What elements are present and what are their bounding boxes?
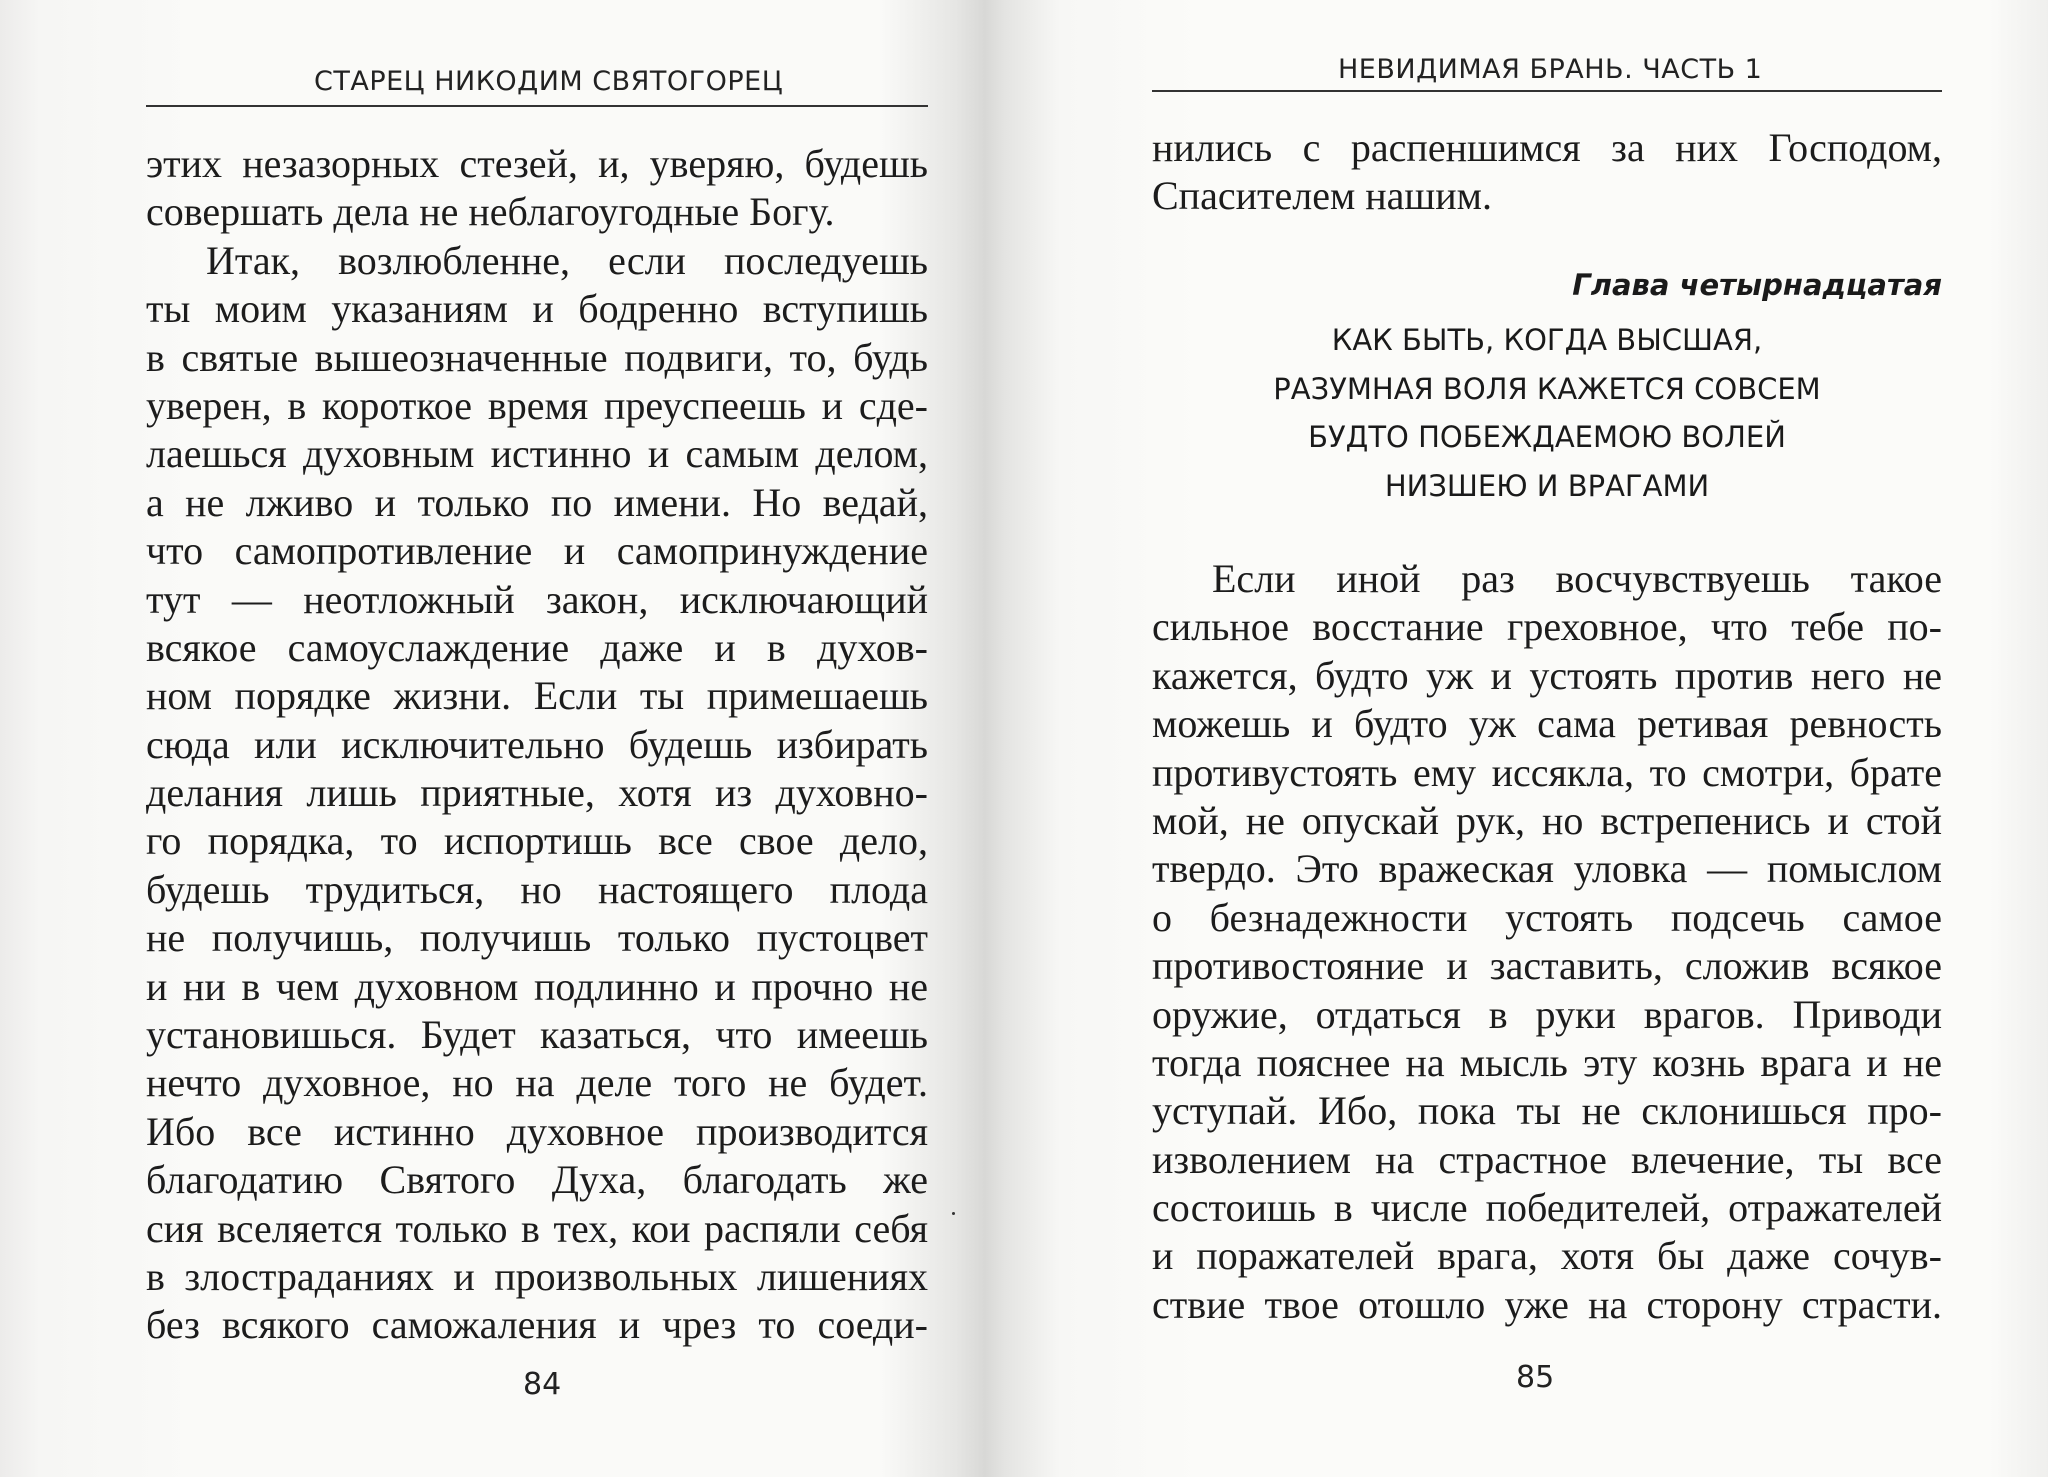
text-line: твердо. Это вражеская уловка — помыслом xyxy=(1152,846,1942,892)
text-line: лаешься духовным истинно и самым делом, xyxy=(146,431,928,477)
text-line: оружие, отдаться в руки врагов. Приводи xyxy=(1152,991,1942,1037)
text-line: всякое самоуслаждение даже и в духов- xyxy=(146,624,928,670)
left-running-head: СТАРЕЦ НИКОДИМ СВЯТОГОРЕЦ xyxy=(314,66,784,97)
text-line: уступай. Ибо, пока ты не склонишься про- xyxy=(1152,1088,1942,1134)
chapter-title-line: НИЗШЕЮ И ВРАГАМИ xyxy=(1384,468,1710,503)
chapter-title xyxy=(1152,316,1942,510)
text-line: тогда пояснее на мысль эту кознь врага и не xyxy=(1152,1039,1942,1085)
right-running-head: НЕВИДИМАЯ БРАНЬ. ЧАСТЬ 1 xyxy=(1338,54,1763,85)
text-line: сюда или исключительно будешь избирать xyxy=(146,721,928,767)
chapter-label: Глава четырнадцатая xyxy=(1572,268,1942,302)
text-line: делания лишь приятные, хотя из духовно- xyxy=(146,770,928,816)
text-line: и ни в чем духовном подлинно и прочно не xyxy=(146,963,928,1009)
text-line: кажется, будто уж и устоять против него не xyxy=(1152,652,1942,698)
text-line: тут — неотложный закон, исключающий xyxy=(146,576,928,622)
text-line: нились с распеншимся за них Господом, xyxy=(1152,125,1942,170)
text-line: ном порядке жизни. Если ты примешаешь xyxy=(146,673,928,719)
text-line: Если иной раз восчувствуешь такое xyxy=(1212,556,1942,601)
text-line: а не лживо и только по имени. Но ведай, xyxy=(146,479,928,525)
text-line: изволением на страстное влечение, ты все xyxy=(1152,1136,1942,1182)
chapter-title-line: КАК БЫТЬ, КОГДА ВЫСШАЯ, xyxy=(1331,323,1763,357)
text-line: благодатию Святого Духа, благодать же xyxy=(146,1157,928,1203)
left-head-rule xyxy=(146,105,928,107)
text-line: будешь трудиться, но настоящего плода xyxy=(146,866,928,912)
left-page-number: 84 xyxy=(523,1367,562,1402)
right-head-rule xyxy=(1152,90,1942,92)
left-body-text xyxy=(146,140,928,1350)
text-line: Итак, возлюбленне, если последуешь xyxy=(206,237,928,283)
text-line: уверен, в короткое время преуспеешь и сде- xyxy=(146,382,928,428)
text-line: ствие твое отошло уже на сторону страсти. xyxy=(1152,1281,1942,1327)
text-line: состоишь в числе победителей, отражателей xyxy=(1152,1185,1942,1231)
text-line: не получишь, получишь только пустоцвет xyxy=(146,915,928,961)
text-line: установишься. Будет казаться, что имеешь xyxy=(146,1012,928,1058)
chapter-title-line: РАЗУМНАЯ ВОЛЯ КАЖЕТСЯ СОВСЕМ xyxy=(1273,371,1821,406)
right-body-text xyxy=(1152,555,1942,1329)
text-line: противостояние и заставить, сложив всякое xyxy=(1152,943,1942,989)
text-line: Спасителем нашим. xyxy=(1152,173,1492,219)
text-line: ты моим указаниям и бодренно вступишь xyxy=(146,286,928,332)
text-line: го порядка, то испортишь все свое дело, xyxy=(146,818,928,864)
text-line: что самопротивление и самопринуждение xyxy=(146,528,928,574)
text-line: о безнадежности устоять подсечь самое xyxy=(1152,894,1942,940)
text-line: без всякого саможаления и чрез то соеди- xyxy=(146,1302,928,1348)
right-page xyxy=(1000,0,2048,1477)
text-line: в святые вышеозначенные подвиги, то, будь xyxy=(146,334,928,380)
chapter-title-line: БУДТО ПОБЕЖДАЕМОЮ ВОЛЕЙ xyxy=(1308,420,1786,454)
text-line: этих незазорных стезей, и, уверяю, будешь xyxy=(146,141,928,186)
right-page-number: 85 xyxy=(1516,1360,1555,1395)
text-line: можешь и будто уж сама ретивая ревность xyxy=(1152,701,1942,747)
text-line: и поражателей врага, хотя бы даже сочув- xyxy=(1152,1233,1942,1279)
text-line: сильное восстание греховное, что тебе по- xyxy=(1152,604,1942,650)
right-opening-text xyxy=(1152,124,1942,221)
text-line: Ибо все истинно духовное производится xyxy=(146,1108,928,1154)
ink-speck xyxy=(952,1212,955,1215)
text-line: мой, не опускай рук, но встрепенись и стой xyxy=(1152,797,1942,843)
text-line: сия вселяется только в тех, кои распяли себя xyxy=(146,1205,928,1251)
left-page xyxy=(0,0,990,1477)
text-line: совершать дела не неблагоугодные Богу. xyxy=(146,189,835,235)
text-line: нечто духовное, но на деле того не будет. xyxy=(146,1060,928,1106)
text-line: противустоять ему иссякла, то смотри, брате xyxy=(1152,749,1942,795)
text-line: в злостраданиях и произвольных лишениях xyxy=(146,1253,928,1299)
